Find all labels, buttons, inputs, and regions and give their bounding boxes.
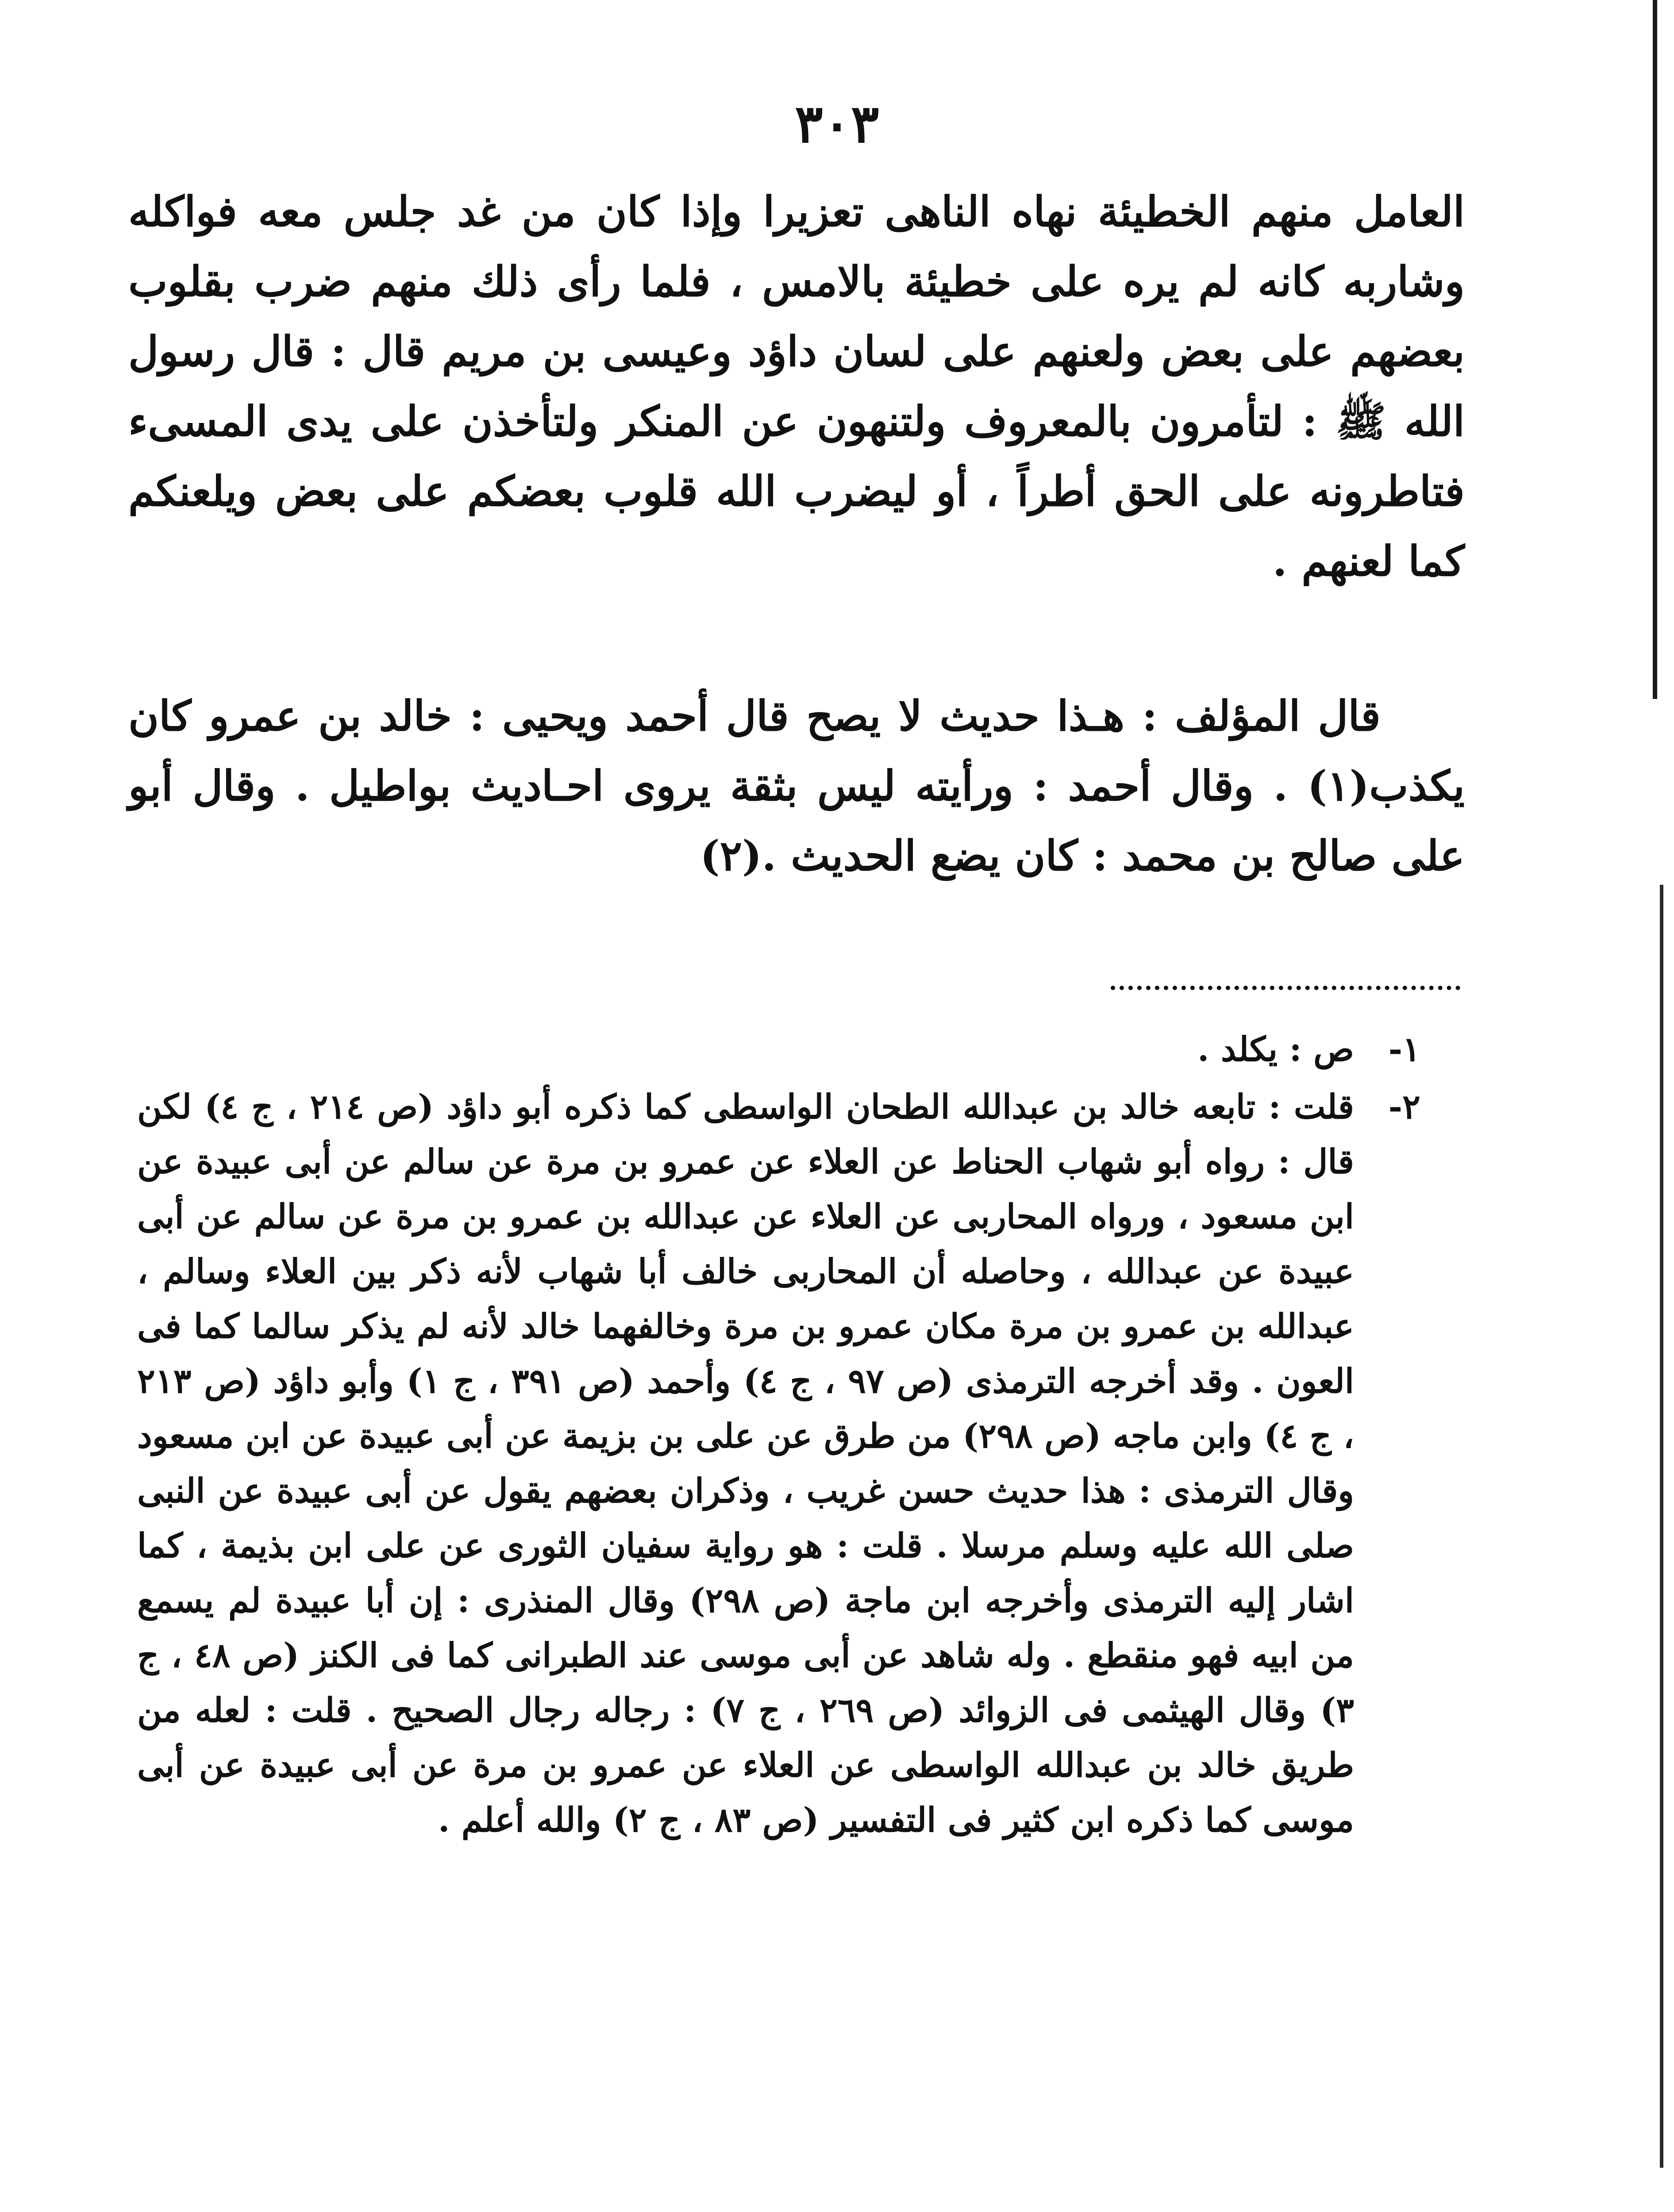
footnote-marker: ١-	[1388, 1029, 1420, 1069]
author-note-block	[128, 681, 1465, 891]
footnotes-section	[137, 1022, 1420, 1850]
main-paragraph: العامل منهم الخطيئة نهاه الناهى تعزيرا وإذا كان من غد جلس معه فواكله وشاربه كانه لم يره على خطيئة بالامس ، فلما رأى ذلك منهم ضرب بقلوب بعضهم على بعض ولعنهم على لسان داؤد وعيسى بن مريم قال : قال رسول الله ﷺ : لتأمرون بالمعروف ولتنهون عن المنكر ولتأخذن على يدى المسىء فتاطرونه على الحق أطراً ، أو ليضرب الله قلوب بعضكم على بعض ويلعنكم كما لعنهم .	[128, 188, 1465, 586]
page-number: ٣٠٣	[795, 93, 879, 154]
footnote-marker: ٢-	[1388, 1087, 1420, 1126]
footnote-item	[137, 1079, 1420, 1847]
footnote-divider	[1111, 986, 1460, 990]
page-binding-edge-lower	[1660, 885, 1663, 2168]
footnote-item	[137, 1022, 1420, 1077]
footnote-text: ص : يكلد .	[1197, 1029, 1354, 1069]
main-text-block	[128, 177, 1465, 596]
footnote-text: قلت : تابعه خالد بن عبدالله الطحان الواسطى كما ذكره أبو داؤد (ص ٢١٤ ، ج ٤) لكن قال : رواه أبو شهاب الحناط عن العلاء عن عمرو بن مرة عن سالم عن أبى عبيدة عن ابن مسعود ، ورواه المحاربى عن العلاء عن عبدالله بن عمرو بن مرة عن سالم عن أبى عبيدة عن عبدالله ، وحاصله أن المحاربى خالف أبا شهاب لأنه ذكر بين العلاء وسالم ، عبدالله بن عمرو بن مرة مكان عمرو بن مرة وخالفهما خالد لأنه لم يذكر سالما كما فى العون . وقد أخرجه الترمذى (ص ٩٧ ، ج ٤) وأحمد (ص ٣٩١ ، ج ١) وأبو داؤد (ص ٢١٣ ، ج ٤) وابن ماجه (ص ٢٩٨) من طرق عن على بن بزيمة عن أبى عبيدة عن ابن مسعود وقال الترمذى : هذا حديث حسن غريب ، وذكران بعضهم يقول عن أبى عبيدة عن النبى صلى الله عليه وسلم مرسلا . قلت : هو رواية سفيان الثورى عن على ابن بذيمة ، كما اشار إليه الترمذى وأخرجه ابن ماجة (ص ٢٩٨) وقال المنذرى : إن أبا عبيدة لم يسمع من ابيه فهو منقطع . وله شاهد عن أبى موسى عند الطبرانى كما فى الكنز (ص ٤٨ ، ج ٣) وقال الهيثمى فى الزوائد (ص ٢٦٩ ، ج ٧) : رجاله رجال الصحيح . قلت : لعله من طريق خالد بن عبدالله الواسطى عن العلاء عن عمرو بن مرة عن أبى عبيدة عن أبى موسى كما ذكره ابن كثير فى التفسير (ص ٨٣ ، ج ٢) والله أعلم .	[137, 1087, 1355, 1839]
author-note-paragraph: قال المؤلف : هـذا حديث لا يصح قال أحمد ويحيى : خالد بن عمرو كان يكذب(١) . وقال أحمد : ورأيته ليس بثقة يروى احـاديث بواطيل . وقال أبو على صالح بن محمد : كان يضع الحديث .(٢)	[128, 692, 1465, 880]
